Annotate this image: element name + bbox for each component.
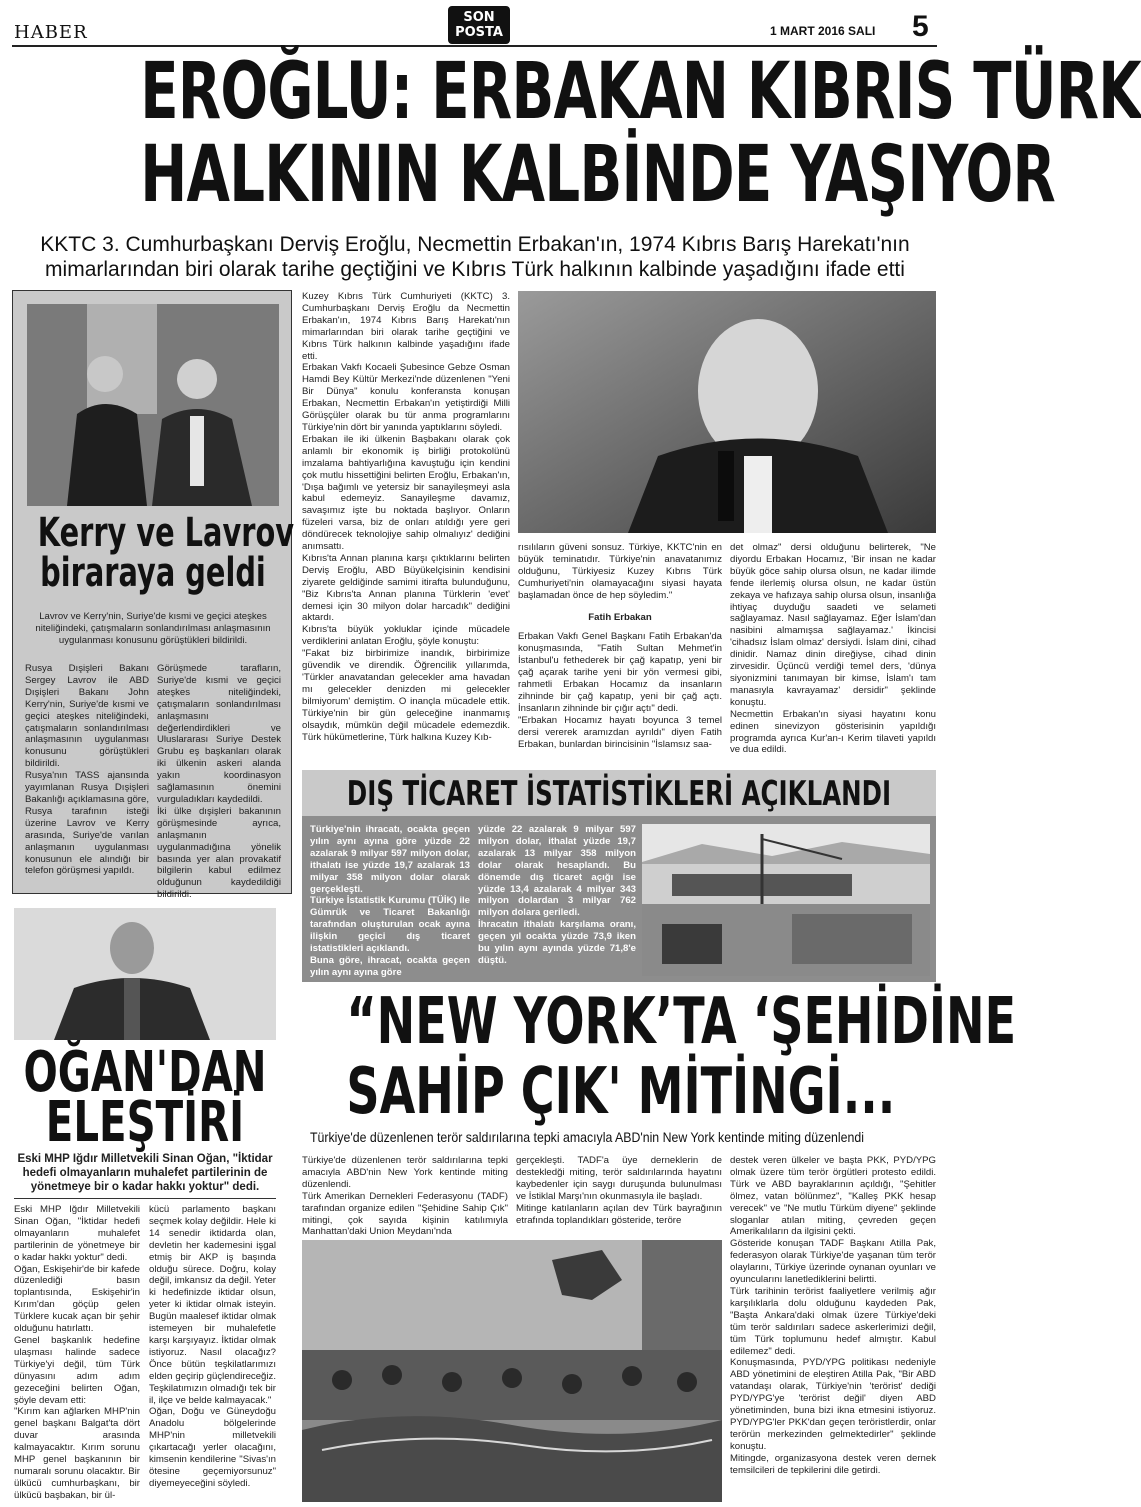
ogan-col2: kücü parlamento başkanı seçmek kolay değildir. Hele ki 14 senedir iktidarda olan, devletin her kademesini işgal etmiş bir AKP iş başında olduğu sürece. Doğru, kolay değil, imkansız da değil. Yeter ki hedefinizde iktidar olsun, yeter ki iktidar olmak isteyin. Bugün maalesef iktidar olmak istemeyen bir muhalefetle karşı karşıyayız. İktidar olmak istiyoruz. Nasıl olacağız? Önce bütün teşkilatlarımızı elden geçirip güçlendireceğiz. Teşkilatımızın olmadığı tek bir il, ilçe ve belde kalmayacak." Oğan, Doğu ve Güneydoğu Anadolu bölgelerinde MHP'nin milletvekili çıkartacağı yerler olacağını, kimsenin kendilerine "Sivas'ın ötesine geçemiyorsunuz" diyemeyeceğini söyledi.	[149, 1204, 276, 1489]
ogan-headline-line1: OĞAN'DAN	[23, 1040, 267, 1105]
ogan-lead: Eski MHP Iğdır Milletvekili Sinan Oğan, "İktidar hedefi olmayanların muhalefet partilerinin de yönetmeye bir o kadar hakkı yoktur" dedi.	[17, 1153, 273, 1193]
logo-line2: POSTA	[455, 25, 503, 40]
main-story-col2	[518, 542, 722, 751]
ogan-photo	[14, 908, 276, 1040]
logo-line1: SON	[463, 10, 495, 25]
kerry-lavrov-photo	[27, 304, 279, 506]
newyork-rally-photo	[302, 1240, 722, 1502]
main-story-col2-text: rısılıların güveni sonsuz. Türkiye, KKTC'nin en büyük teminatıdır. Türkiye'nin anavatanımız olduğunu, Türkiyesiz Kuzey Kıbrıs Türk Cumhuriyeti'nin olamayacağını siyasi hayata başlamadan önce de hep söyledim."	[518, 542, 722, 601]
ogan-col1: Eski MHP Iğdır Milletvekili Sinan Oğan, "İktidar hedefi olmayanların muhalefet partilerinin de yönetmeye bir o kadar hakkı yoktur" dedi. Oğan, Eskişehir'de bir kafede düzenlediği basın toplantısında, Eskişehir'in Kırım'dan göçüp gelen Türklere kucak açan bir şehir olduğunu hatırlattı. Genel başkanlık hedefine ulaşması halinde sadece Türkiye'yi değil, tüm Türk dünyasını adım adım gezeceğini belirten Oğan, şöyle devam etti: "Kırım kan ağlarken MHP'nin genel başkanı Balgat'ta dört duvar arasında kalmayacaktır. Kırım sorunu MHP genel başkanının bir numaralı sorunu olacaktır. Bir ülkücü cumhurbaşkanı, bir ülkücü başbakan, bir ül-	[14, 1204, 140, 1501]
newspaper-logo	[448, 6, 510, 44]
eroglu-photo	[518, 291, 936, 533]
kerry-lavrov-figures	[27, 304, 279, 506]
kerry-lead: Lavrov ve Kerry'nin, Suriye'de kısmi ve geçici ateşkes niteliğindeki, çatışmaların sonlandırılması anlaşmasının uygulanması konusunu görüştükleri bildirildi.	[35, 611, 271, 646]
trade-stats-box	[302, 816, 936, 982]
trade-col1: Türkiye'nin ihracatı, ocakta geçen yılın aynı ayına göre yüzde 22 azalarak 9 milyar 597 milyon dolar, ithalatı ise yüzde 19,7 azalarak 13 milyar 358 milyon dolar olarak gerçekleşti. Türkiye İstatistik Kurumu (TÜİK) ile Gümrük ve Ticaret Bakanlığı tarafından oluşturulan ocak ayına ilişkin geçici dış ticaret istatistikleri açıklandı. Buna göre, ihracat, ocakta geçen yılın aynı ayına göre	[310, 824, 470, 978]
ogan-headline-line2: ELEŞTİRİ	[45, 1090, 245, 1155]
newyork-col1: Türkiye'de düzenlenen terör saldırılarına tepki amacıyla ABD'nin New York kentinde miting düzenlendi. Türk Amerikan Dernekleri Federasyonu (TADF) tarafından organize edilen "Şehidine Sahip Çık" mitingi, çok sayıda kişinin katılımıyla Manhattan'daki Union Meydanı'nda	[302, 1155, 508, 1238]
newyork-col3: destek veren ülkeler ve başta PKK, PYD/YPG olmak üzere tüm terör örgütleri protesto edildi. Türk ve ABD bayraklarının açıldığı, "Şehitler ölmez, vatan bölünmez", "Kalleş PKK hesap verecek" ve "Ne mutlu Türküm diyene" şeklinde sloganlar atılan miting, çevreden geçen Amerikalıların da ilgisini çekti. Gösteride konuşan TADF Başkanı Atilla Pak, federasyon olarak Türkiye'de yaşanan tüm terör olaylarını, Türkiye üzerinde oynanan oyunları ve oyuncularını lanetlediklerini belirtti. Türk tarihinin terörist faaliyetlere verilmiş ağır karşılıklarla dolu olduğunu kaydeden Pak, "Başta Ankara'daki olmak üzere Türkiye'deki tüm terör saldırıları sadece askerlerimizi değil, tüm Türk toplumunu hedef almıştır. Kabul edilemez" dedi. Konuşmasında, PYD/YPG politikası nedeniyle ABD yönetimini de eleştiren Atilla Pak, "Bir ABD vatandaşı olarak, Türkiye'nin 'terörist' dediği PYD/YPG'ye 'terörist değil' diyen ABD yönetiminden, buna bizi ikna etmesini istiyoruz. PYD/YPG'ler PKK'dan geçen teröristlerdir, onlar terörün merkezinden gelmektedirler" şeklinde konuştu. Mitingde, organizasyona destek veren dernek temsilcileri de tepkilerini dile getirdi.	[730, 1155, 936, 1476]
kerry-col2: Görüşmede tarafların, Suriye'de kısmi ve geçici ateşkes niteliğindeki, çatışmaların sonlandırılması anlaşmasını değerlendirdikleri ve Uluslararası Suriye Destek Grubu eş başkanları olarak iki ülkenin askeri alanda yakın koordinasyon sağlamasının önemini vurguladıkları kaydedildi. İki ülke dışişleri bakanının görüşmesinde ayrıca, anlaşmanın uygulanmadığına yönelik basında yer alan provakatif bilgilerin kabul edilmez olduğunun kaydedildiği bildirildi.	[157, 663, 281, 901]
newyork-headline-line1: “NEW YORK’TA ‘ŞEHİDİNE	[346, 985, 1017, 1059]
main-deck-line2: mimarlarından biri olarak tarihe geçtiğini ve Kıbrıs Türk halkının kalbinde yaşadığını ifade etti	[45, 258, 905, 281]
newyork-col2: gerçekleşti. TADF'a üye derneklerin de destekledği miting, terör saldırılarında hayatını kaybedenler için saygı duruşunda bulunulması ve İstiklal Marşı'nın okunmasıyla ile başladı. Mitinge katılanların açılan dev Türk bayrağının etrafında toplandıkları gösteride, teröre	[516, 1155, 722, 1226]
rally-crowd-image	[302, 1240, 722, 1502]
ogan-figure	[14, 908, 276, 1040]
main-story-subhead: Fatih Erbakan	[588, 611, 652, 623]
main-story-col2b-text: Erbakan Vakfı Genel Başkanı Fatih Erbakan'da konuşmasında, "Fatih Sultan Mehmet'in İstanbul'u fethederek bir çağ kapatıp, yeni bir çağ açarak tarihe yeni bir yön vermesi gibi, rahmetli Erbakan Hocamız da insanların zihninde bir çağ kapatıp, yeni bir çağ açtı. İnsanların zihninde bir çığır açtı" dedi. "Erbakan Hocamız hayatı boyunca 3 temel dersi vererek aramızdan ayrıldı" diyen Fatih Erbakan, bunlardan birincisinin "İslamsız saa-	[518, 631, 722, 750]
main-deck-line1: KKTC 3. Cumhurbaşkanı Derviş Eroğlu, Necmettin Erbakan'ın, 1974 Kıbrıs Barış Harekatı'nın	[40, 233, 910, 256]
kerry-headline-line1: Kerry ve Lavrov	[37, 510, 295, 556]
main-headline-line1: EROĞLU: ERBAKAN KIBRIS TÜRK	[140, 47, 1141, 137]
ogan-lead-rule	[14, 1198, 276, 1199]
kerry-lavrov-box	[12, 290, 295, 901]
main-headline-line2: HALKININ KALBİNDE YAŞIYOR	[140, 130, 1056, 220]
main-story-col3: det olmaz" dersi olduğunu belirterek, "Ne diyordu Erbakan Hocamız, 'Bir insan ne kadar büyük göce sahip olursa olsun, ne kadar ilimde fende ilerlemiş olursa olsun, ne kadar üstün zekaya ve hafızaya sahip olursa olsun, insanlığa ihtiyaç duyduğu saadeti ve selameti sağlayamaz. Nasıl sağlayamaz. Eğer İslam'dan nasibini almamışsa sağlayamaz.' İkincisi 'cihadsız İslam olmaz' dersiydi. İslam dini, cihad dinidir. Namaz dinin direğiyse, cihad dinin zirvesidir. Üçüncü verdiği temel ders, 'dünya siyonizmini tanımayan bir kimse, İslam'ı tam manasıyla kavrayamaz' dersidir" şeklinde konuştu. Necmettin Erbakan'ın siyasi hayatını konu edinen sinevizyon gösterisinin yapıldığı programda ayrıca Kur'an-ı Kerim tilaveti yapıldı ve dua edildi.	[730, 542, 936, 756]
newyork-headline-line2: SAHİP ÇIK' MİTİNGİ...	[346, 1055, 896, 1129]
kerry-headline-line2: biraraya geldi	[40, 550, 266, 596]
main-story-col1: Kuzey Kıbrıs Türk Cumhuriyeti (KKTC) 3. Cumhurbaşkanı Derviş Eroğlu da Necmettin Erbakan'ın, 1974 Kıbrıs Barış Harekatı'nın mimarlarından biri olarak tarihe geçtiğini ve Kıbrıs Türk halkının kalbinde yaşadığını ifade etti. Erbakan Vakfı Kocaeli Şubesince Gebze Osman Hamdi Bey Kültür Merkezi'nde düzenlenen "Yeni Bir Dünya" konulu konferansta konuşan Erbakan, Necmettin Erbakan'ın yetiştirdiği Milli Görüşçüler olarak bu tür anma programlarını Türkiye'nin dört bir yanında yaptıklarını söyledi. Erbakan ile iki ülkenin Başbakanı olarak çok anlamlı bir ekonomik iş birliği protokolünü imzalama bahtiyarlığına kavuştuğu için kendini çok mutlu hissettiğini belirten Eroğlu, Erbakan'ın, 'Dışa bağımlı ve yetersiz bir sanayileşmeyi asla kabul edemeyiz. Sanayileşme davamız, savaşımız işte bu noktada başlıyor. Onların füzeleri varsa, biz de onları atıldığı yere geri döndürecek teknolojiye sahip olmalıyız' dediğini anımsattı. Kıbrıs'ta Annan planına karşı çıktıklarını belirten Derviş Eroğlu, ABD Büyükelçisinin kendisini ziyarete geldiğinde samimi itirafta bulunduğunu, "Biz Kıbrıs'ta Annan planına Türklerin 'evet' demesi için 30 milyon dolar harcadık" dediğini aktardı. Kıbrıs'ta büyük yokluklar içinde mücadele verdiklerini anlatan Eroğlu, şöyle konuştu: "Fakat biz birbirimize inandık, birbirimize güvendik ve direndik. Öğrencilik yıllarımda, 'Türkler anavatandan gelecekler ama havadan mı gelecekler denizden mi gelecekler bilmiyorum' demiştim. O inançla mücadele ettik. Türkiye'nin bir gün geleceğine inanmamış olsaydık, mümkün değil mücadele edemezdik. Türk hükümetlerine, Türk halkına Kuzey Kıb-	[302, 291, 510, 743]
issue-date: 1 MART 2016 SALI	[770, 24, 876, 38]
trade-headline-banner	[302, 770, 936, 816]
harbor-photo	[642, 824, 930, 976]
trade-headline: DIŞ TİCARET İSTATİSTİKLERİ AÇIKLANDI	[346, 774, 892, 814]
main-deck	[14, 232, 936, 282]
eroglu-figure	[518, 291, 936, 533]
section-name: HABER	[14, 22, 88, 43]
newyork-deck: Türkiye'de düzenlenen terör saldırılarına tepki amacıyla ABD'nin New York kentinde miting düzenlendi	[310, 1129, 864, 1145]
trade-col2: yüzde 22 azalarak 9 milyar 597 milyon dolar, ithalat yüzde 19,7 azalarak 13 milyar 358 milyon dolar olarak hesaplandı. Bu dönemde dış ticaret açığı ise yüzde 13,4 azalarak 4 milyar 343 milyon dolardan 3 milyar 762 milyon dolara geriledi. İhracatın ithalatı karşılama oranı, geçen yıl ocakta yüzde 73,9 iken bu yılın aynı ayında yüzde 71,8'e düştü.	[478, 824, 636, 966]
page-number: 5	[912, 10, 929, 43]
kerry-col1: Rusya Dışişleri Bakanı Sergey Lavrov ile ABD Dışişleri Bakanı John Kerry'nin, Suriye'de kısmi ve geçici ateşkes niteliğindeki, çatışmaların sonlandırılması anlaşmasının uygulanması konusunu görüştükleri bildirildi. Rusya'nın TASS ajansında yayımlanan Rusya Dışişleri Bakanlığı açıklamasına göre, Rusya tarafının isteği üzerine Lavrov ve Kerry arasında, Suriye'de varılan anlaşmanın uygulanması konusunun ele alındığı bir telefon görüşmesi yapıldı.	[25, 663, 149, 877]
container-port-image	[642, 824, 930, 976]
